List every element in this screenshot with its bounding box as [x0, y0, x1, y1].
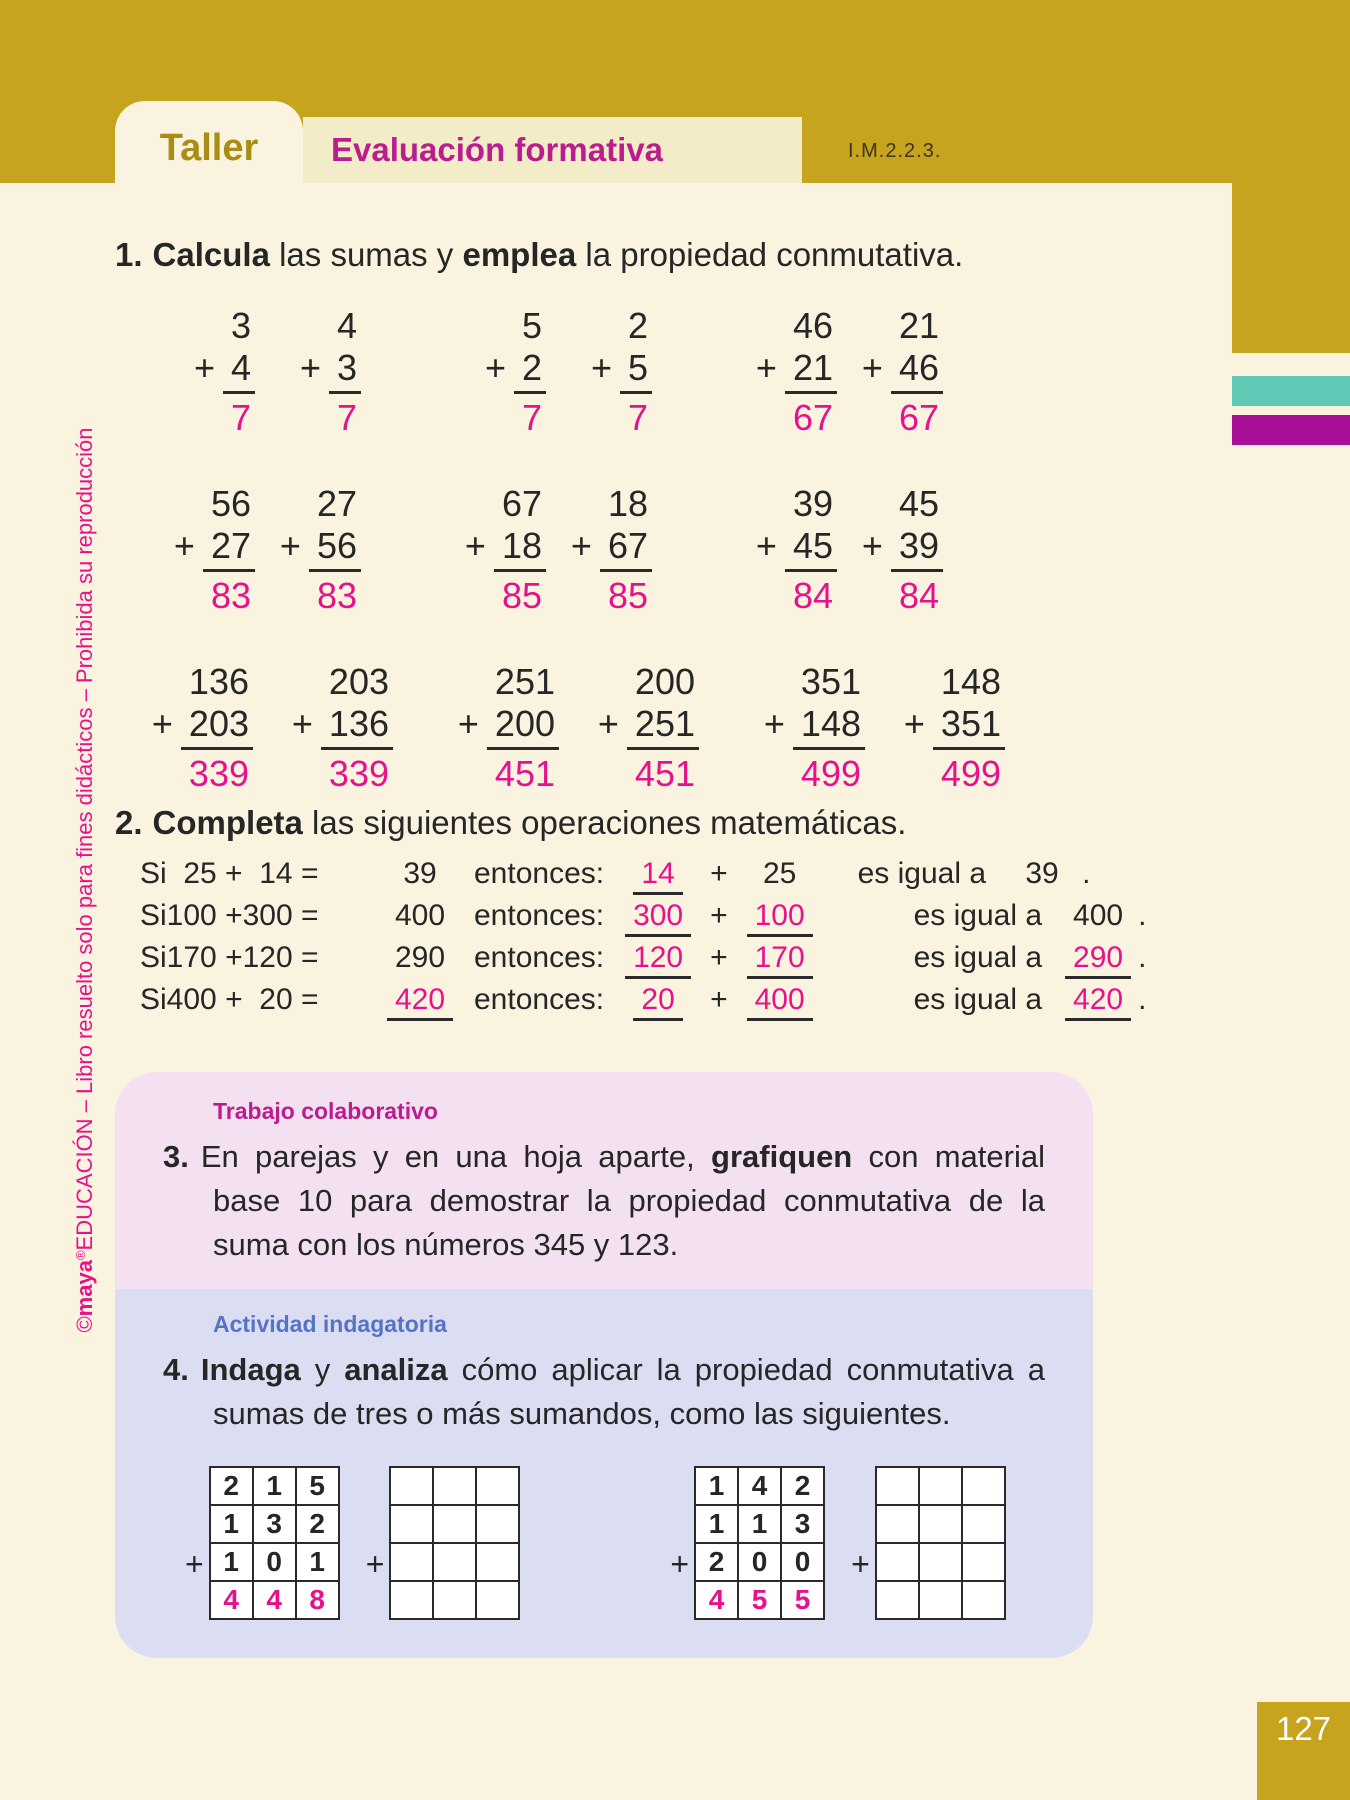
sum-answer: 7	[336, 397, 357, 438]
grid-unit	[670, 1466, 825, 1620]
addition-problem	[887, 661, 1005, 795]
exercise-1-heading: 1. Calcula las sumas y emplea la propiedad conmutativa.	[115, 236, 964, 273]
brand-name: maya	[72, 1260, 97, 1317]
exercise-number: 1.	[115, 236, 143, 273]
answer-value: 14	[633, 857, 682, 895]
exercise-2-heading: 2. Completa las siguientes operaciones matemáticas.	[115, 804, 907, 841]
grid-cell	[433, 1543, 476, 1581]
plus-sign: +	[710, 941, 728, 974]
grid-answer-cell	[433, 1581, 476, 1619]
exercise-3-text: 3. En parejas y en una hoja aparte, grafiquen con material base 10 para demostrar la propiedad conmutativa de la suma con los números 345 y 123.	[163, 1139, 1045, 1262]
grid-cell: 2	[296, 1505, 339, 1543]
exercise-4-box	[115, 1289, 1093, 1658]
top-addend: 200	[634, 661, 695, 702]
plus-sign: +	[173, 525, 195, 566]
grid-cell: 2	[781, 1467, 824, 1505]
plus-sign: +	[151, 703, 173, 744]
grid-cell: 2	[695, 1543, 738, 1581]
addition-problem	[747, 305, 837, 439]
answer-value: 420	[1065, 983, 1131, 1021]
plus-sign: +	[291, 703, 313, 744]
top-addend: 148	[940, 661, 1001, 702]
exercise-3-box	[115, 1072, 1093, 1289]
top-addend: 3	[230, 305, 251, 346]
plus-sign: +	[755, 347, 777, 388]
grid-unit	[185, 1466, 340, 1620]
grid-cell	[476, 1467, 519, 1505]
exercise-4-text: 4. Indaga y analiza cómo aplicar la propiedad conmutativa a sumas de tres o más sumandos, como las siguientes.	[163, 1352, 1045, 1431]
addition-problem	[135, 661, 253, 795]
exercise-number: 4.	[163, 1352, 189, 1387]
grid-cell: 1	[253, 1467, 296, 1505]
answer-value: 290	[1065, 941, 1131, 979]
sum-answer: 84	[792, 575, 833, 616]
top-addend: 251	[494, 661, 555, 702]
bottom-addend: 45	[785, 525, 837, 572]
addition-problem	[853, 483, 943, 617]
addition-problem	[562, 483, 652, 617]
grid-cell	[919, 1543, 962, 1581]
top-addend: 18	[607, 483, 648, 524]
addition-problem	[581, 661, 699, 795]
collaborative-work-label: Trabajo colaborativo	[213, 1098, 438, 1124]
top-addend: 27	[316, 483, 357, 524]
bottom-addend: 351	[933, 703, 1005, 750]
addition-rows	[115, 305, 1195, 795]
top-addend: 136	[188, 661, 249, 702]
grid-cell: 1	[695, 1505, 738, 1543]
grid-answer-cell	[876, 1581, 919, 1619]
equation-line: Si100 +300 = 400 entonces: 300 + 100 es igual a 400 .	[115, 899, 1235, 941]
addition-problem	[747, 483, 837, 617]
grid-answer-cell: 4	[253, 1581, 296, 1619]
evaluation-strip	[303, 117, 802, 183]
answer-value: 170	[747, 941, 813, 979]
plus-sign: +	[185, 1546, 204, 1582]
registered-symbol: ®	[73, 1250, 88, 1261]
grid-cell	[962, 1467, 1005, 1505]
bottom-addend: 136	[321, 703, 393, 750]
answer-value: 100	[747, 899, 813, 937]
plus-sign: +	[365, 1546, 385, 1582]
answer-value: 300	[625, 899, 691, 937]
sum-answer: 339	[188, 753, 249, 794]
plus-sign: +	[590, 347, 612, 388]
sum-answer: 67	[898, 397, 939, 438]
plus-sign: +	[903, 703, 925, 744]
addition-problem	[456, 305, 546, 439]
plus-sign: +	[755, 525, 777, 566]
top-addend: 67	[501, 483, 542, 524]
top-addend: 39	[792, 483, 833, 524]
sidebar-copyright	[72, 427, 98, 1332]
addition-problem	[441, 661, 559, 795]
sum-answer: 84	[898, 575, 939, 616]
plus-sign: +	[464, 525, 486, 566]
sum-answer: 83	[316, 575, 357, 616]
bottom-addend: 203	[181, 703, 253, 750]
addition-row	[115, 483, 1195, 617]
addition-row	[115, 661, 1195, 795]
plus-sign: +	[710, 899, 728, 932]
top-addend: 56	[210, 483, 251, 524]
exercise-1	[115, 232, 1195, 839]
grid-cell: 3	[781, 1505, 824, 1543]
taller-tab	[115, 101, 303, 196]
grid-answer-cell: 4	[210, 1581, 253, 1619]
bottom-addend: 3	[329, 347, 361, 394]
equation-line: Si 25 + 14 = 39 entonces: 14 + 25 es igual a 39 .	[115, 857, 1235, 899]
grid-cell	[919, 1467, 962, 1505]
grid-answer-cell	[919, 1581, 962, 1619]
top-addend: 203	[328, 661, 389, 702]
copyright-symbol: ©	[72, 1316, 97, 1333]
top-addend: 46	[792, 305, 833, 346]
grid-cell	[876, 1467, 919, 1505]
sum-answer: 7	[230, 397, 251, 438]
addition-grid	[209, 1466, 340, 1620]
bottom-addend: 56	[309, 525, 361, 572]
grid-cell: 0	[253, 1543, 296, 1581]
addition-problem	[271, 305, 361, 439]
bottom-addend: 2	[514, 347, 546, 394]
sum-answer: 499	[800, 753, 861, 794]
teal-accent-bar	[1232, 376, 1350, 406]
grid-cell	[433, 1505, 476, 1543]
grid-answer-cell: 8	[296, 1581, 339, 1619]
grid-answer-cell	[390, 1581, 433, 1619]
grid-cell	[876, 1505, 919, 1543]
plus-sign: +	[710, 983, 728, 1016]
grid-cell: 1	[695, 1467, 738, 1505]
bottom-addend: 200	[487, 703, 559, 750]
sum-answer: 85	[607, 575, 648, 616]
sum-answer: 83	[210, 575, 251, 616]
grid-answer-cell	[476, 1581, 519, 1619]
equation-lines	[115, 857, 1235, 1025]
exercise-2	[115, 800, 1235, 1025]
grid-cell: 5	[296, 1467, 339, 1505]
plus-sign: +	[851, 1546, 870, 1582]
plus-sign: +	[861, 525, 883, 566]
grid-cell	[962, 1543, 1005, 1581]
sum-answer: 67	[792, 397, 833, 438]
plus-sign: +	[484, 347, 506, 388]
grid-cell	[433, 1467, 476, 1505]
answer-value: 20	[633, 983, 682, 1021]
exercise-number: 3.	[163, 1139, 189, 1174]
grid-answer-cell: 5	[781, 1581, 824, 1619]
plus-sign: +	[710, 857, 728, 890]
grid-cell	[919, 1505, 962, 1543]
addition-problem	[165, 305, 255, 439]
equation-line: Si170 +120 = 290 entonces: 120 + 170 es igual a 290 .	[115, 941, 1235, 983]
grid-cell: 1	[210, 1543, 253, 1581]
plus-sign: +	[193, 347, 215, 388]
answer-value: 420	[387, 983, 453, 1021]
grid-cell	[390, 1467, 433, 1505]
equation-line: Si400 + 20 = 420 entonces: 20 + 400 es igual a 420 .	[115, 983, 1235, 1025]
grid-cell: 1	[296, 1543, 339, 1581]
copyright-text: EDUCACIÓN – Libro resuelto solo para fines didácticos – Prohibida su reproducción	[72, 427, 97, 1251]
inquiry-activity-label: Actividad indagatoria	[213, 1311, 447, 1337]
bottom-addend: 67	[600, 525, 652, 572]
grid-answer-cell: 5	[738, 1581, 781, 1619]
answer-value: 120	[625, 941, 691, 979]
grid-cell	[476, 1505, 519, 1543]
activity-boxes	[115, 1072, 1093, 1658]
plus-sign: +	[861, 347, 883, 388]
grid-cell	[962, 1505, 1005, 1543]
plus-sign: +	[763, 703, 785, 744]
top-addend: 21	[898, 305, 939, 346]
grid-cell: 0	[781, 1543, 824, 1581]
exercise-number: 2.	[115, 804, 143, 841]
plus-sign: +	[597, 703, 619, 744]
sum-answer: 7	[521, 397, 542, 438]
addition-problem	[275, 661, 393, 795]
sum-answer: 451	[494, 753, 555, 794]
grid-cell	[390, 1505, 433, 1543]
top-addend: 45	[898, 483, 939, 524]
grid-cell: 2	[210, 1467, 253, 1505]
standard-code: I.M.2.2.3.	[848, 140, 942, 162]
top-addend: 5	[521, 305, 542, 346]
plus-sign: +	[299, 347, 321, 388]
grid-cell: 1	[738, 1505, 781, 1543]
addition-grid	[694, 1466, 825, 1620]
bottom-addend: 27	[203, 525, 255, 572]
plus-sign: +	[457, 703, 479, 744]
sum-answer: 7	[627, 397, 648, 438]
page-number-box	[1257, 1702, 1350, 1800]
grid-cell: 3	[253, 1505, 296, 1543]
bottom-addend: 46	[891, 347, 943, 394]
top-addend: 2	[627, 305, 648, 346]
grid-answer-cell: 4	[695, 1581, 738, 1619]
top-addend: 351	[800, 661, 861, 702]
bottom-addend: 5	[620, 347, 652, 394]
addition-problem	[456, 483, 546, 617]
addition-problem	[165, 483, 255, 617]
answer-value: 400	[747, 983, 813, 1021]
bottom-addend: 18	[494, 525, 546, 572]
strip-label: Evaluación formativa	[331, 131, 663, 168]
addition-grids	[185, 1466, 1045, 1620]
addition-problem	[853, 305, 943, 439]
addition-grid	[875, 1466, 1006, 1620]
grid-answer-cell	[962, 1581, 1005, 1619]
grid-unit	[366, 1466, 521, 1620]
grid-cell: 1	[210, 1505, 253, 1543]
grid-cell	[876, 1543, 919, 1581]
top-addend: 4	[336, 305, 357, 346]
bottom-addend: 21	[785, 347, 837, 394]
magenta-accent-bar	[1232, 415, 1350, 445]
grid-cell: 4	[738, 1467, 781, 1505]
grid-unit	[851, 1466, 1006, 1620]
grid-cell: 0	[738, 1543, 781, 1581]
tab-label: Taller	[159, 127, 259, 169]
sum-answer: 499	[940, 753, 1001, 794]
plus-sign: +	[670, 1546, 690, 1582]
bottom-addend: 148	[793, 703, 865, 750]
sum-answer: 85	[501, 575, 542, 616]
bottom-addend: 251	[627, 703, 699, 750]
addition-row	[115, 305, 1195, 439]
plus-sign: +	[279, 525, 301, 566]
addition-problem	[271, 483, 361, 617]
addition-problem	[747, 661, 865, 795]
plus-sign: +	[570, 525, 592, 566]
addition-grid	[389, 1466, 520, 1620]
grid-cell	[390, 1543, 433, 1581]
right-gold-block	[1232, 183, 1350, 353]
sum-answer: 451	[634, 753, 695, 794]
addition-problem	[562, 305, 652, 439]
sum-answer: 339	[328, 753, 389, 794]
bottom-addend: 39	[891, 525, 943, 572]
grid-cell	[476, 1543, 519, 1581]
page-number: 127	[1275, 1710, 1332, 1747]
bottom-addend: 4	[223, 347, 255, 394]
